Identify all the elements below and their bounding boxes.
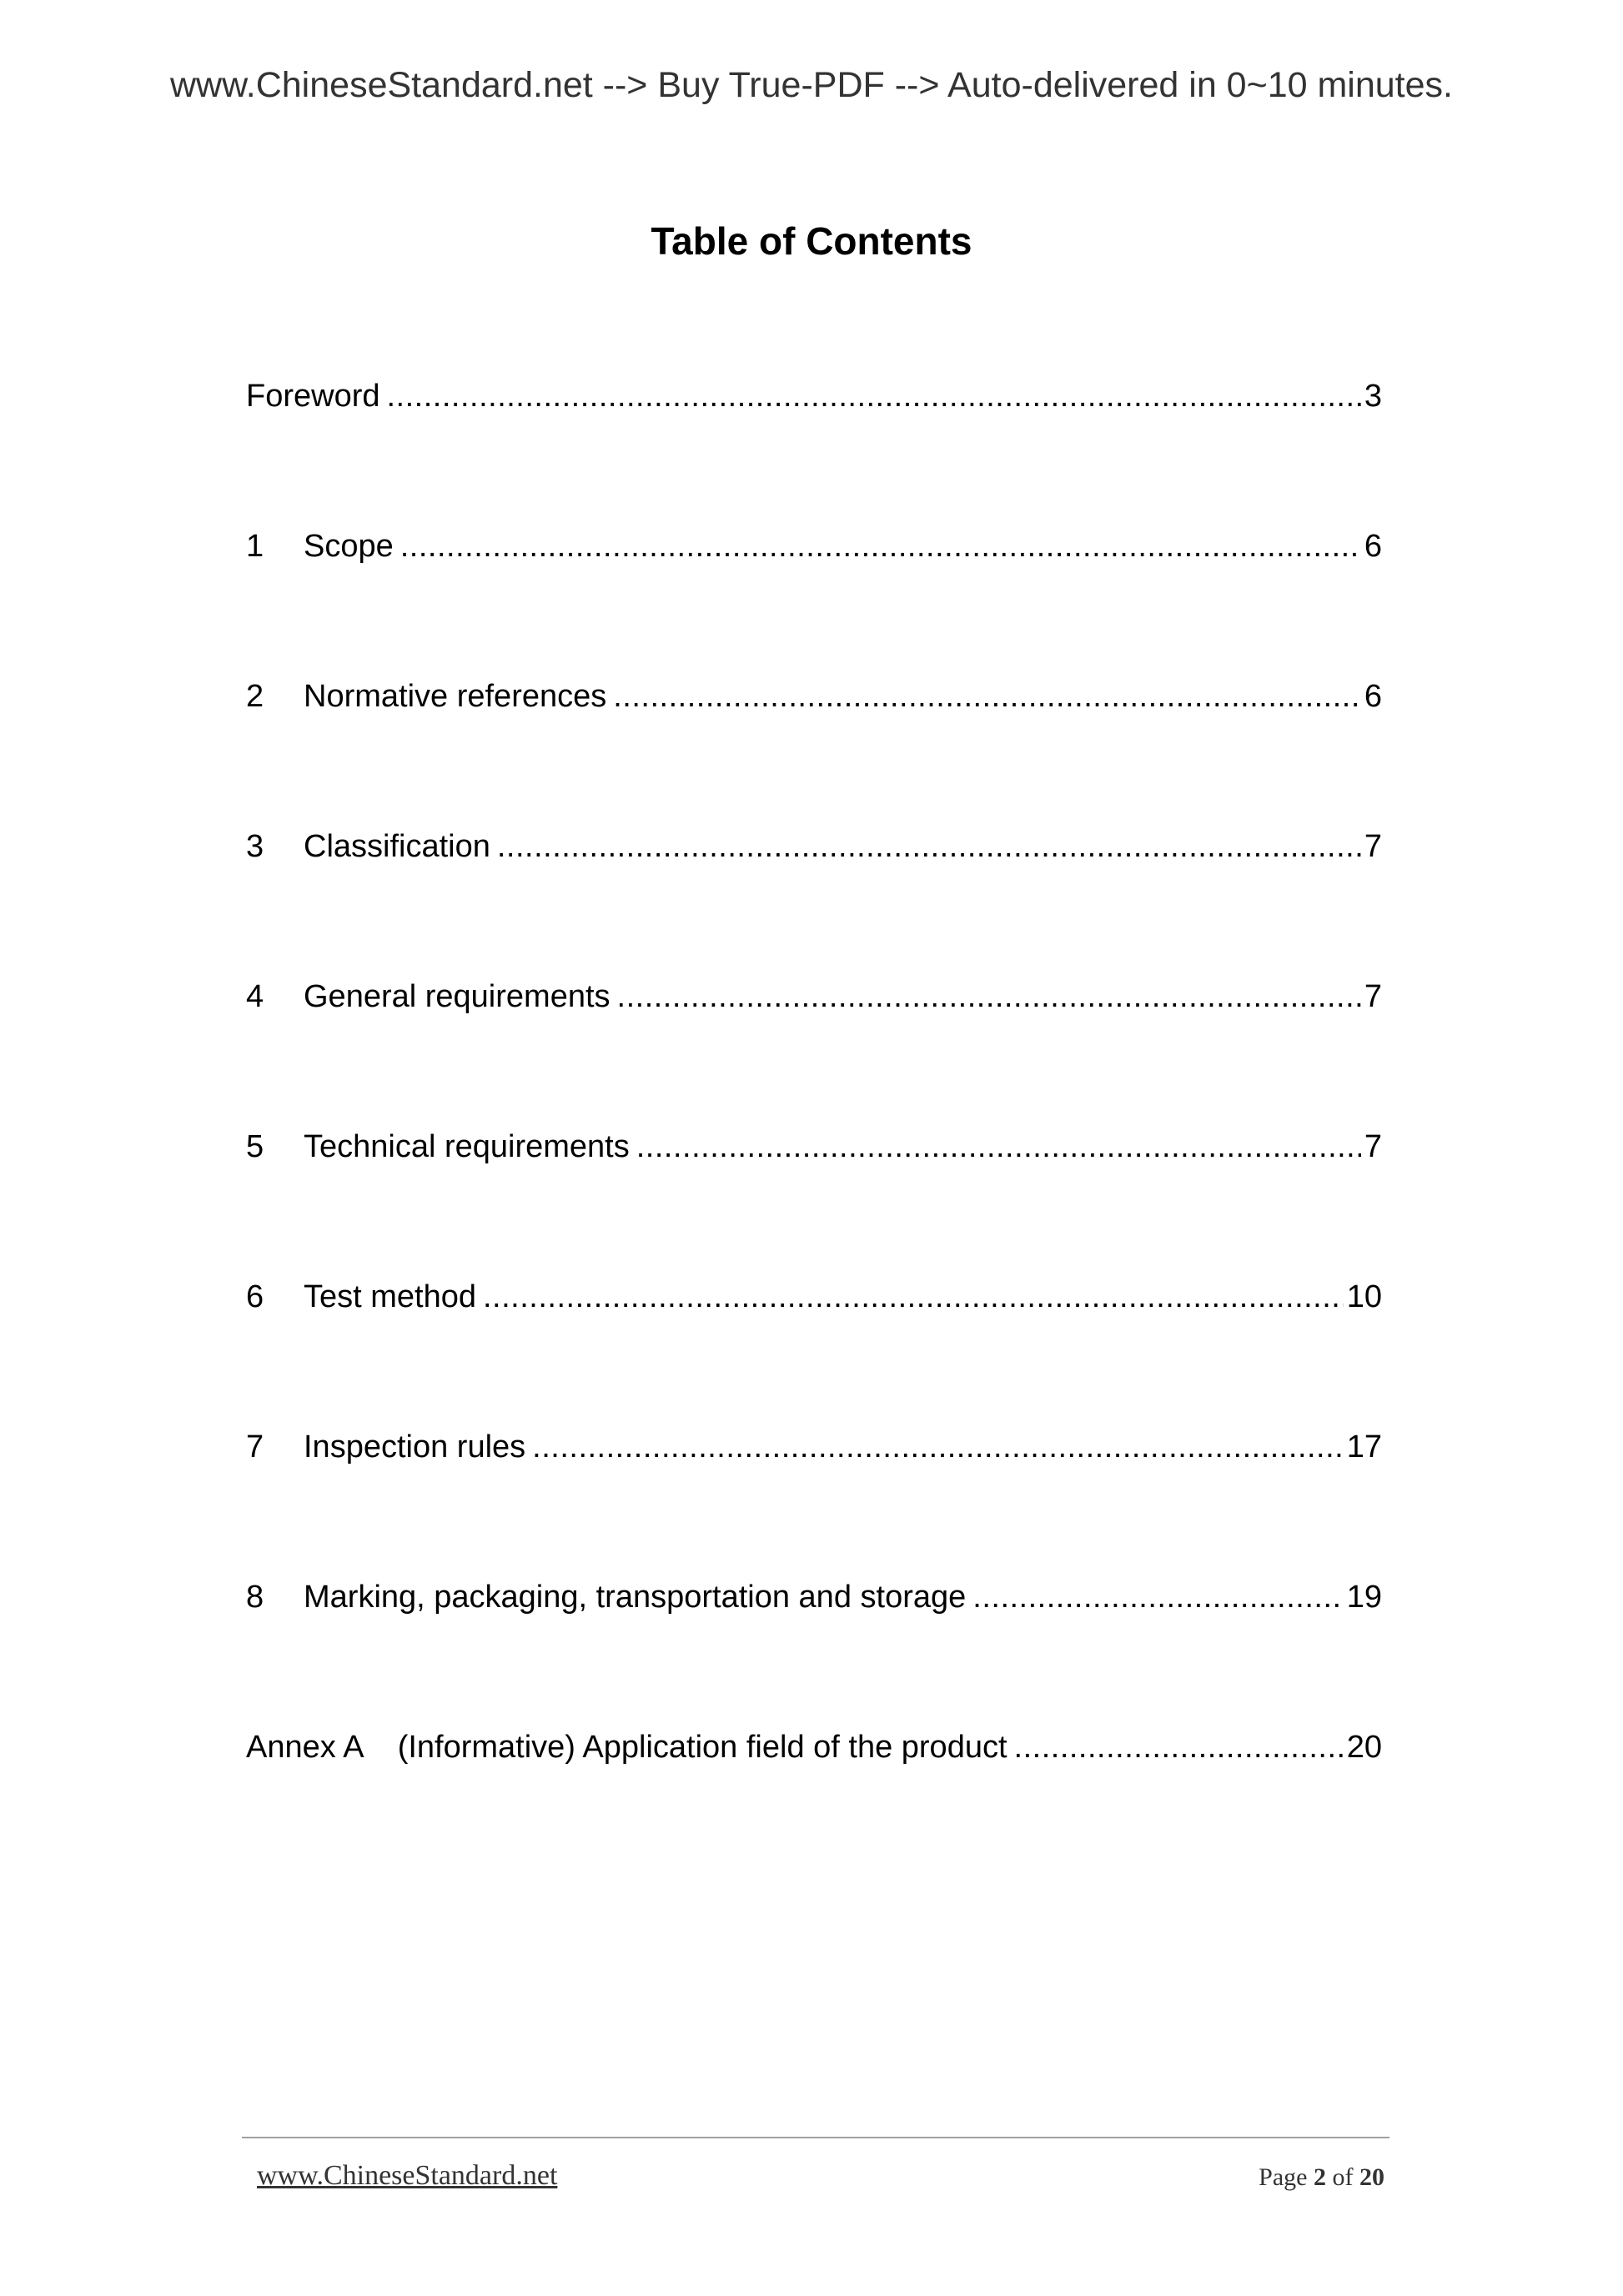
toc-entry-normative-references[interactable] — [246, 659, 1382, 809]
toc-entry-scope[interactable] — [246, 509, 1382, 659]
toc-leader-dots — [532, 1409, 1344, 1485]
footer-website-link[interactable]: www.ChineseStandard.net — [257, 2160, 558, 2191]
toc-leader-dots — [483, 1259, 1344, 1334]
toc-entry-page: 6 — [1364, 529, 1382, 564]
page-title: Table of Contents — [651, 219, 972, 263]
toc-list — [246, 359, 1382, 1860]
toc-entry-number: 8 — [246, 1580, 264, 1615]
toc-entry-number: 3 — [246, 829, 264, 864]
toc-entry-inspection-rules[interactable] — [246, 1409, 1382, 1560]
toc-entry-page: 7 — [1364, 1129, 1382, 1164]
toc-leader-dots — [613, 659, 1361, 734]
toc-entry-label: Classification — [304, 829, 490, 864]
toc-entry-test-method[interactable] — [246, 1259, 1382, 1409]
toc-entry-page: 6 — [1364, 679, 1382, 714]
page-number — [1259, 2163, 1384, 2192]
toc-entry-label: Normative references — [304, 679, 607, 714]
toc-entry-label: General requirements — [304, 979, 611, 1014]
toc-entry-label: Marking, packaging, transportation and storage — [304, 1580, 967, 1615]
toc-entry-page: 7 — [1364, 829, 1382, 864]
toc-leader-dots — [1014, 1710, 1344, 1785]
toc-entry-page: 10 — [1346, 1279, 1382, 1314]
toc-entry-page: 20 — [1346, 1730, 1382, 1765]
toc-leader-dots — [497, 809, 1361, 884]
toc-entry-general-requirements[interactable] — [246, 959, 1382, 1109]
toc-entry-page: 7 — [1364, 979, 1382, 1014]
page-number-total: 20 — [1359, 2163, 1384, 2191]
toc-entry-number: 2 — [246, 679, 264, 714]
footer-divider — [242, 2137, 1389, 2138]
toc-leader-dots — [400, 509, 1361, 584]
toc-entry-number: 5 — [246, 1129, 264, 1164]
toc-entry-number: 6 — [246, 1279, 264, 1314]
toc-leader-dots — [972, 1560, 1343, 1635]
page-number-current: 2 — [1314, 2163, 1326, 2191]
toc-entry-number: 1 — [246, 529, 264, 564]
toc-entry-foreword[interactable] — [246, 359, 1382, 509]
toc-entry-number: 7 — [246, 1429, 264, 1465]
page-number-of: of — [1332, 2163, 1354, 2191]
toc-entry-page: 17 — [1346, 1429, 1382, 1465]
toc-entry-label: Inspection rules — [304, 1429, 526, 1465]
toc-entry-label: Scope — [304, 529, 394, 564]
page-number-prefix: Page — [1259, 2163, 1308, 2191]
header-banner-link[interactable]: www.ChineseStandard.net --> Buy True-PDF --> Auto-delivered in 0~10 minutes. — [169, 65, 1453, 105]
toc-entry-label: Technical requirements — [304, 1129, 630, 1164]
toc-leader-dots — [387, 359, 1361, 434]
toc-entry-label: Annex A (Informative) Application field of the product — [246, 1730, 1007, 1765]
toc-leader-dots — [617, 959, 1361, 1034]
toc-entry-label: Foreword — [246, 379, 380, 414]
toc-leader-dots — [636, 1109, 1361, 1184]
toc-entry-technical-requirements[interactable] — [246, 1109, 1382, 1259]
toc-entry-annex-a[interactable] — [246, 1710, 1382, 1860]
toc-entry-marking-packaging[interactable] — [246, 1560, 1382, 1710]
toc-entry-page: 19 — [1346, 1580, 1382, 1615]
toc-entry-classification[interactable] — [246, 809, 1382, 959]
toc-entry-page: 3 — [1364, 379, 1382, 414]
toc-entry-label: Test method — [304, 1279, 476, 1314]
toc-entry-number: 4 — [246, 979, 264, 1014]
